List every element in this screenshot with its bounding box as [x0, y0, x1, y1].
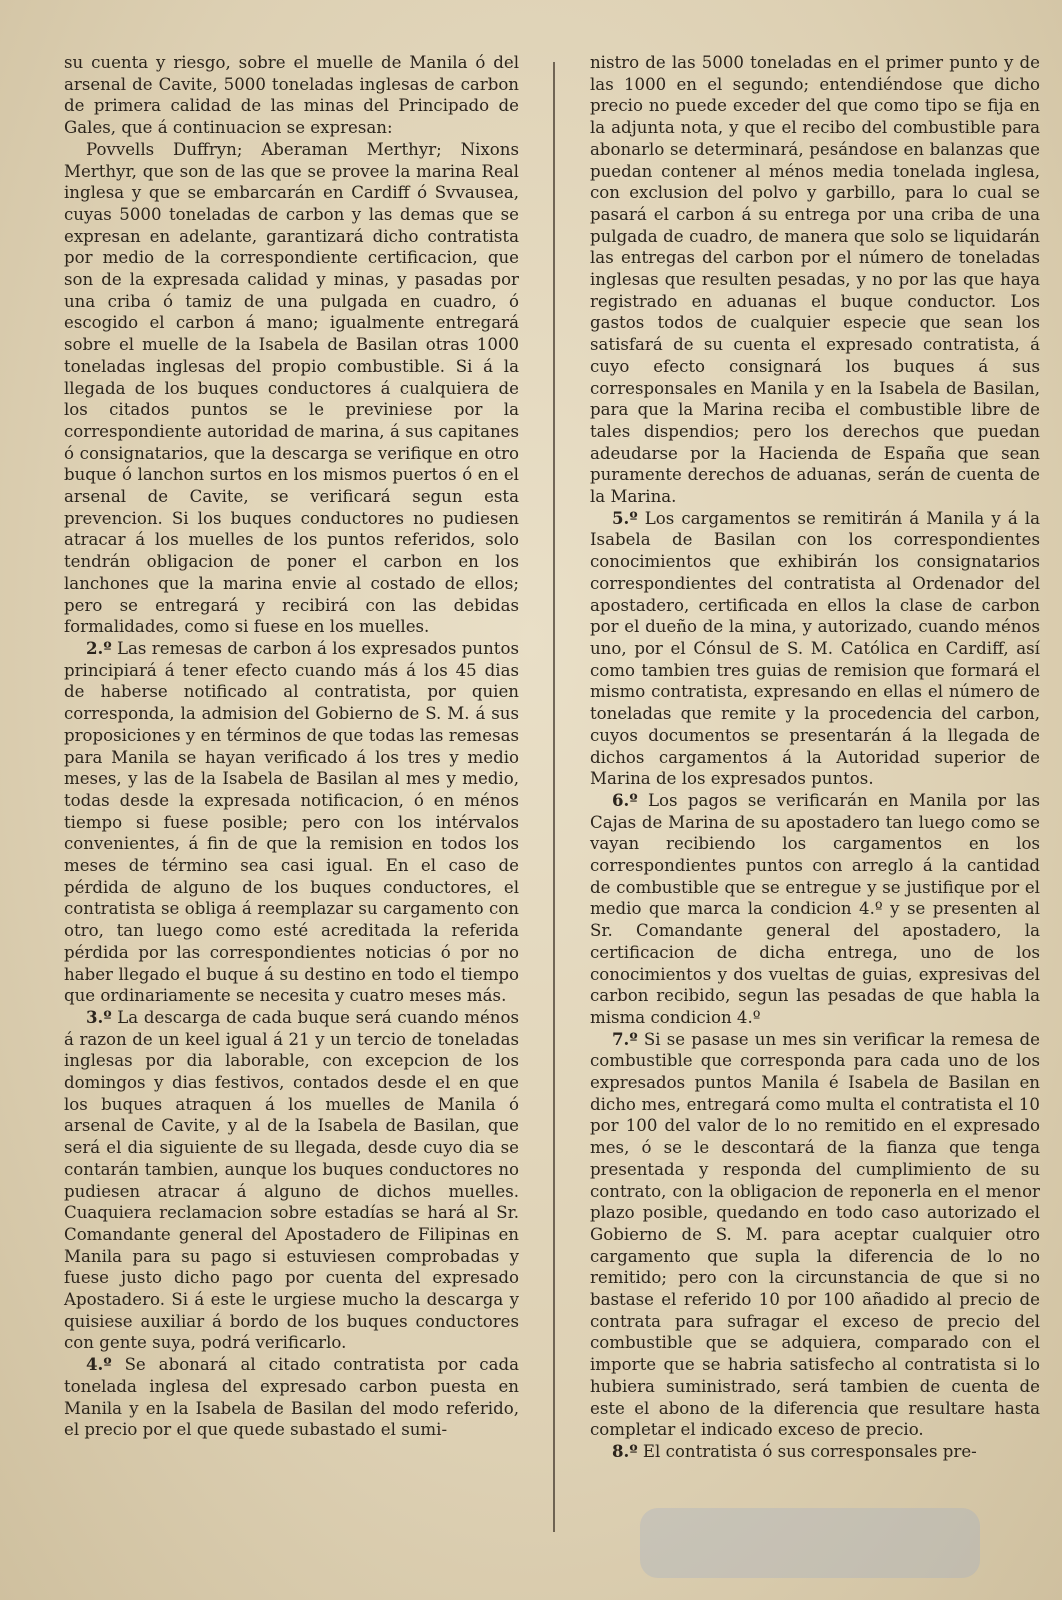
condition-6: [590, 790, 1040, 1029]
condition-3: [64, 1007, 519, 1354]
condition-5: [590, 508, 1040, 790]
paragraph-right-1: nistro de las 5000 toneladas en el primer punto y de las 1000 en el segundo; entendiéndose que dicho precio no puede exceder del que como tipo se fija en la adjunta nota, y que el recibo del combustible para abonarlo se determinará, pesándose en balanzas que puedan contener al ménos media tonelada inglesa, con exclusion del polvo y garbillo, para lo cual se pasará el carbon á su entrega por una criba de una pulgada de cuadro, de manera que solo se liquidarán las entregas del carbon por el número de toneladas inglesas que resulten pesadas, y no por las que haya registrado en aduanas el buque conductor. Los gastos todos de cualquier especie que sean los satisfará de su cuenta el expresado contratista, á cuyo efecto consignará los buques á sus corresponsales en Manila y en la Isabela de Basilan, para que la Marina reciba el combustible libre de tales dispendios; pero los derechos que puedan adeudarse por la Hacienda de España que sean puramente derechos de aduanas, serán de cuenta de la Marina.: [590, 53, 1040, 507]
left-column: [64, 52, 519, 1441]
right-column: [590, 52, 1040, 1463]
condition-text: Los cargamentos se remitirán á Manila y á la Isabela de Basilan con los correspondientes conocimientos que exhibirán los consignatarios correspondientes del contratista al Ordenador del apostadero, certificada en ellos la clase de carbon por el dueño de la mina, y autorizado, cuando ménos uno, por el Cónsul de S. M. Católica en Cardiff, así como tambien tres guias de remision que formará el mismo contratista, expresando en ellas el número de toneladas que remite y la procedencia del carbon, cuyos documentos se presentarán á la llegada de dichos cargamentos á la Autoridad superior de Marina de los expresados puntos.: [590, 508, 1040, 789]
condition-4: [64, 1354, 519, 1441]
condition-8: [590, 1441, 1040, 1463]
faded-stamp: [640, 1508, 980, 1578]
condition-number: 2.º: [86, 637, 112, 658]
condition-number: 7.º: [612, 1028, 638, 1049]
condition-number: 8.º: [612, 1441, 638, 1461]
condition-number: 5.º: [612, 507, 638, 528]
paragraph-left-1: su cuenta y riesgo, sobre el muelle de Manila ó del arsenal de Cavite, 5000 toneladas inglesas de carbon de primera calidad de las minas del Principado de Gales, que á continuacion se expresan:: [64, 53, 519, 138]
condition-text: La descarga de cada buque será cuando ménos á razon de un keel igual á 21 y un tercio de toneladas inglesas por dia laborable, con excepcion de los domingos y dias festivos, contados desde el en que los buques atraquen á los muelles de Manila ó arsenal de Cavite, y al de la Isabela de Basilan, que será el dia siguiente de su llegada, desde cuyo dia se contarán tambien, aunque los buques conductores no pudiesen atracar á alguno de dichos muelles. Cuaquiera reclamacion sobre estadías se hará al Sr. Comandante general del Apostadero de Filipinas en Manila para su pago si estuviesen comprobadas y fuese justo dicho pago por cuenta del expresado Apostadero. Si á este le urgiese mucho la descarga y quisiese auxiliar á bordo de los buques conductores con gente suya, podrá verificarlo.: [64, 1007, 519, 1353]
condition-text: Las remesas de carbon á los expresados puntos principiará á tener efecto cuando más á los 45 dias de haberse notificado al contratista, por quien corresponda, la admision del Gobierno de S. M. á sus proposiciones y en términos de que todas las remesas para Manila se hayan verificado á los tres y medio meses, y las de la Isabela de Basilan al mes y medio, todas desde la expresada notificacion, ó en ménos tiempo si fuese posible; pero con los intérvalos convenientes, á fin de que la remision en todos los meses de término sea casi igual. En el caso de pérdida de alguno de los buques conductores, el contratista se obliga á reemplazar su cargamento con otro, tan luego como esté acreditada la referida pérdida por las correspondientes noticias ó por no haber llegado el buque á su destino en todo el tiempo que ordinariamente se necesita y cuatro meses más.: [64, 638, 519, 1006]
condition-text: Se abonará al citado contratista por cada tonelada inglesa del expresado carbon puesta en Manila y en la Isabela de Basilan del modo referido, el precio por el que quede subastado el sumi-: [64, 1355, 519, 1440]
condition-number: 6.º: [612, 789, 638, 810]
condition-text: El contratista ó sus corresponsales pre-: [642, 1442, 977, 1461]
condition-2: [64, 638, 519, 1007]
condition-7: [590, 1029, 1040, 1441]
condition-text: Los pagos se verificarán en Manila por las Cajas de Marina de su apostadero tan luego como se vayan recibiendo los cargamentos en los correspondientes puntos con arreglo á la cantidad de combustible que se entregue y se justifique por el medio que marca la condicion 4.º y se presenten al Sr. Comandante general del apostadero, la certificacion de dicha entrega, uno de los conocimientos y dos vueltas de guias, expresivas del carbon recibido, segun las pesadas de que habla la misma condicion 4.º: [590, 790, 1040, 1027]
paragraph-left-2: Povvells Duffryn; Aberaman Merthyr; Nixons Merthyr, que son de las que se provee la marina Real inglesa y que se embarcarán en Cardiff ó Svvausea, cuyas 5000 toneladas de carbon y las demas que se expresan en adelante, garantizará dicho contratista por medio de la correspondiente certificacion, que son de la expresada calidad y minas, y pasadas por una criba ó tamiz de una pulgada en cuadro, ó escogido el carbon á mano; igualmente entregará sobre el muelle de la Isabela de Basilan otras 1000 toneladas inglesas del propio combustible. Si á la llegada de los buques conductores á cualquiera de los citados puntos se le previniese por la correspondiente autoridad de marina, á sus capitanes ó consignatarios, que la descarga se verifique en otro buque ó lanchon surtos en los mismos puertos ó en el arsenal de Cavite, se verificará segun esta prevencion. Si los buques conductores no pudiesen atracar á los muelles de los puntos referidos, solo tendrán obligacion de poner el carbon en los lanchones que la marina envie al costado de ellos; pero se entregará y recibirá con las debidas formalidades, como si fuese en los muelles.: [64, 139, 519, 637]
column-divider: [553, 62, 555, 1532]
condition-number: 4.º: [86, 1354, 112, 1375]
condition-text: Si se pasase un mes sin verificar la remesa de combustible que corresponda para cada uno de los expresados puntos Manila é Isabela de Basilan en dicho mes, entregará como multa el contratista el 10 por 100 del valor de lo no remitido en el expresado mes, ó se le descontará de la fianza que tenga presentada y responda del cumplimiento de su contrato, con la obligacion de reponerla en el menor plazo posible, quedando en todo caso autorizado el Gobierno de S. M. para aceptar cualquier otro cargamento que supla la diferencia de lo no remitido; pero con la circunstancia de que si no bastase el referido 10 por 100 añadido al precio de contrata para sufragar el exceso de precio del combustible que se adquiera, comparado con el importe que se habria satisfecho al contratista si lo hubiera suministrado, será tambien de cuenta de este el abono de la diferencia que resultare hasta completar el indicado exceso de precio.: [590, 1029, 1040, 1440]
condition-number: 3.º: [86, 1006, 112, 1027]
